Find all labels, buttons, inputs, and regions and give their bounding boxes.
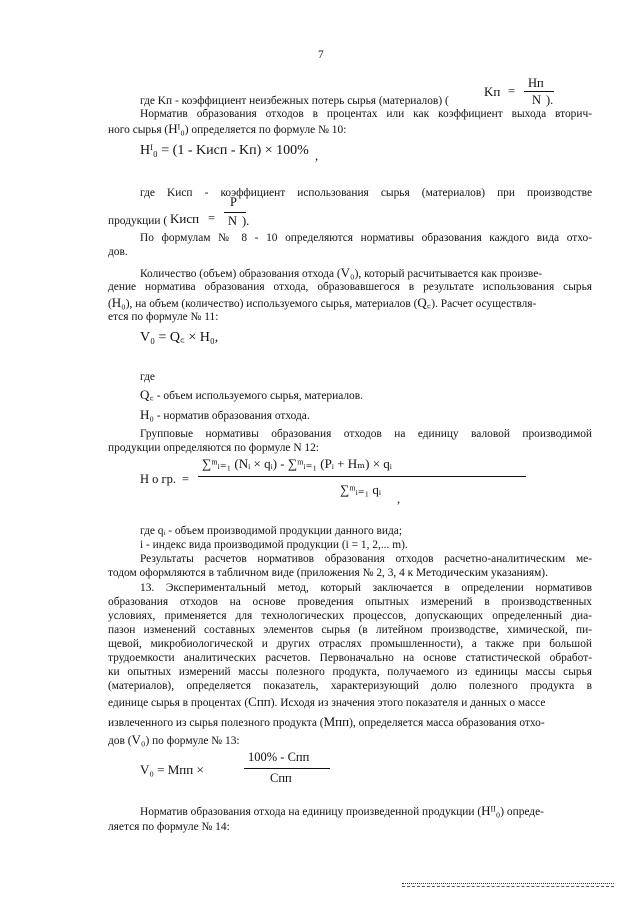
qty-line-4: ется по формуле № 11: xyxy=(108,311,219,323)
norm-line-1: Норматив образования отходов в процентах или как коэффициент выхода вторич- xyxy=(140,108,592,120)
formula-kisp-eq: = xyxy=(208,211,216,225)
formula-kisp-lhs: Kисп xyxy=(170,211,200,226)
formula-kp-bar xyxy=(524,91,554,92)
formula-13-num: 100% - Cпп xyxy=(248,750,310,764)
mpp-line xyxy=(108,715,545,730)
mpp-line-b: ), определяется масса образования отхо- xyxy=(349,717,545,729)
norm-line-2 xyxy=(108,122,346,137)
formula-12-end: , xyxy=(397,492,401,506)
i-index-line: i - индекс вида производимой продукции (i = 1, 2,... m). xyxy=(140,539,408,551)
formula-11: V₀ = Q꜀ × Н₀, xyxy=(140,330,219,345)
v0-symbol: V₀ xyxy=(340,265,355,280)
results-line-1: Результаты расчетов нормативов образования отходов расчетно-аналитическим ме- xyxy=(140,553,592,565)
where-label: где xyxy=(140,371,155,383)
qty-line-3a: ( xyxy=(108,298,112,310)
kp-where-line: где Kп - коэффициент неизбежных потерь сырья (материалов) ( xyxy=(140,95,449,107)
qty-line-1b: ), который расчитывается как произве- xyxy=(354,268,543,280)
formula-12-lhs: Н о гр. xyxy=(140,472,177,486)
def-h0-symbol: Н₀ xyxy=(140,407,154,422)
f8-10-line-1: По формулам № 8 - 10 определяются нормативы образования каждого вида отхо- xyxy=(140,232,592,244)
v0-line xyxy=(108,733,240,748)
norm14-line-1 xyxy=(140,804,544,819)
cpp-line xyxy=(108,695,545,710)
v0-symbol-2: V₀ xyxy=(131,732,146,747)
para13-line-2: условиях, применяется для технологических процессов, допускающих определенный диа- xyxy=(108,610,592,622)
formula-kisp-bar xyxy=(224,212,246,213)
formula-12-bar xyxy=(198,476,526,477)
def-h0 xyxy=(140,408,310,423)
h0-symbol: Н₀ xyxy=(111,295,126,310)
norm14-line-1b: ) опреде- xyxy=(500,806,544,818)
formula-13-lhs: V₀ = Mпп × xyxy=(140,762,204,777)
norm14-line-2: ляется по формуле № 14: xyxy=(108,821,230,833)
formula-kisp xyxy=(170,195,280,231)
results-line-2: тодом оформляются в табличном виде (приложения № 2, 3, 4 к Методическим указаниям). xyxy=(108,567,548,579)
formula-kisp-num: P xyxy=(230,195,237,209)
para13-line-6: ки опытных измерений массы полезного продукта, получаемого из единицы массы сырья xyxy=(108,666,592,678)
norm-line-2b: ) определяется по формуле № 10: xyxy=(184,124,347,136)
mpp-line-a: извлеченного из сырья полезного продукта ( xyxy=(108,717,324,729)
formula-12 xyxy=(140,452,600,512)
formula-12-numerator: ∑ᵐᵢ₌₁ (Nᵢ × qᵢ) - ∑ᵐᵢ₌₁ (Pᵢ + Hₘ) × qᵢ xyxy=(202,456,392,471)
def-qc xyxy=(140,388,363,403)
h0i-symbol: Нᴵ₀ xyxy=(168,121,185,136)
para13-line-7: (материалов), определяется показатель, характеризующий долю полезного продукта в xyxy=(108,680,592,692)
formula-kp-lhs: Kп xyxy=(484,84,501,99)
formula-13 xyxy=(140,750,340,796)
para13-line-5: трудоемкости аналитических расчетов. Первоначально на основе статистической обработ- xyxy=(108,652,592,664)
para13-line-3: пазон изменений составных элементов сырья (в литейном производстве, химической, пи- xyxy=(108,624,592,636)
bottom-scan-line-2 xyxy=(402,886,614,887)
kisp-where-line: где Kисп - коэффициент использования сырья (материалов) при производстве xyxy=(140,187,592,199)
formula-kisp-den: N xyxy=(228,214,238,228)
v0-line-a: дов ( xyxy=(108,735,132,747)
page-number: 7 xyxy=(318,49,324,61)
v0-line-b: ) по формуле № 13: xyxy=(145,735,240,747)
f8-10-line-2: дов. xyxy=(108,246,128,258)
para13-line-0: 13. Экспериментальный метод, который заключается в определении нормативов xyxy=(140,582,592,594)
formula-kp-eq: = xyxy=(508,84,516,98)
group-line-1: Групповые нормативы образования отходов на единицу валовой производимой xyxy=(140,428,592,440)
qty-line-3 xyxy=(108,296,536,311)
qty-line-3b: ), на объем (количество) используемого сырья, материалов ( xyxy=(125,298,418,310)
formula-12-eq: = xyxy=(182,472,190,486)
qty-line-1a: Количество (объем) образования отхода ( xyxy=(140,268,341,280)
qty-line-3c: ). Расчет осуществля- xyxy=(431,298,537,310)
para13-line-1: образования отходов на основе проведения опытных измерений в производственных xyxy=(108,596,592,608)
formula-12-denominator: ∑ᵐᵢ₌₁ qᵢ xyxy=(340,482,382,497)
formula-kp-den: N xyxy=(532,93,542,107)
h0ii-symbol: Нᴵᴵ₀ xyxy=(481,803,501,818)
formula-10-end: , xyxy=(315,149,319,163)
qty-line-2: дение норматива образования отхода, образовавшегося в результате использования сырья xyxy=(108,281,592,293)
para13-line-4: щевой, микробиологической и других отраслях промышленности), а также при большой xyxy=(108,638,592,650)
formula-kp-end: ). xyxy=(546,93,554,107)
def-qc-symbol: Q꜀ xyxy=(140,387,154,402)
mpp-symbol: Mпп xyxy=(323,714,350,729)
norm14-line-1a: Норматив образования отхода на единицу произведенной продукции ( xyxy=(140,806,482,818)
cpp-symbol: Cпп xyxy=(248,694,271,709)
cpp-line-b: ). Исходя из значения этого показателя и данных о массе xyxy=(270,697,546,709)
qty-line-1 xyxy=(140,266,542,281)
formula-13-den: Cпп xyxy=(270,771,292,785)
qi-where-line: где qᵢ - объем производимой продукции данного вида; xyxy=(140,525,403,537)
norm-line-2a: ного сырья ( xyxy=(108,124,169,136)
cpp-line-a: единице сырья в процентах ( xyxy=(108,697,249,709)
kisp-product-line: продукции ( xyxy=(108,215,168,227)
formula-kp xyxy=(484,76,564,110)
qc-symbol: Q꜀ xyxy=(417,295,432,310)
def-h0-text: - норматив образования отхода. xyxy=(153,410,310,422)
formula-kisp-end: ). xyxy=(242,214,250,228)
formula-kp-num: Нп xyxy=(528,76,544,90)
def-qc-text: - объем используемого сырья, материалов. xyxy=(153,390,363,402)
bottom-scan-line xyxy=(402,883,614,884)
group-line-2: продукции определяются по формуле N 12: xyxy=(108,442,319,454)
formula-10: Нᴵ₀ = (1 - Kисп - Kп) × 100% xyxy=(140,143,309,158)
formula-13-bar xyxy=(244,768,330,769)
